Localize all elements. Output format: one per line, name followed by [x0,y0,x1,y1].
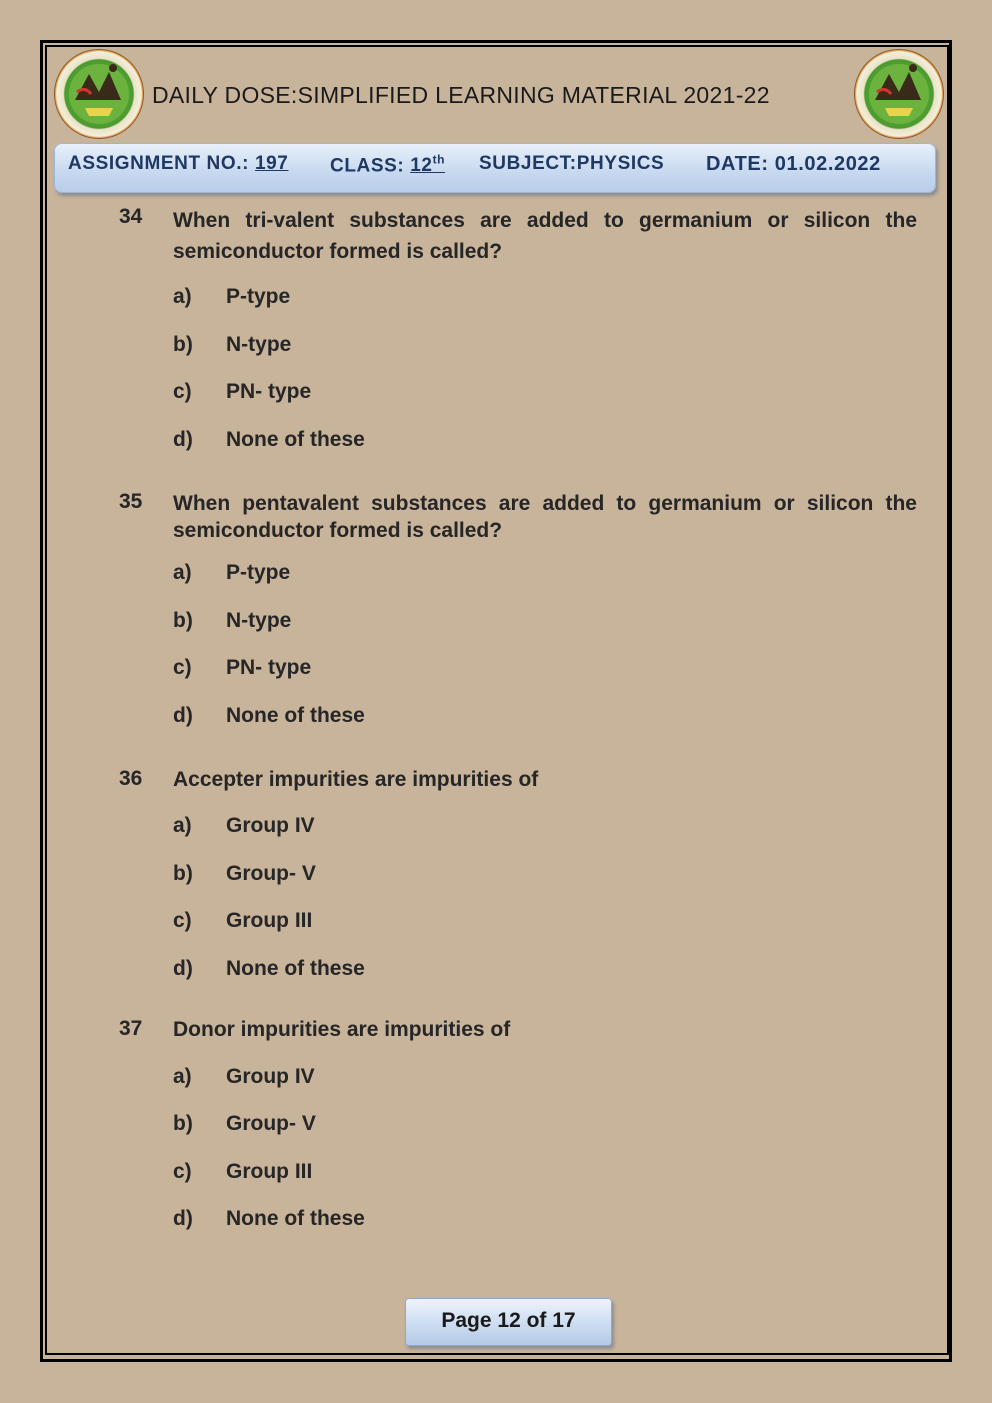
question-number: 37 [119,1017,143,1040]
date-info: DATE: 01.02.2022 [706,153,881,175]
assignment-number: 197 [254,153,289,174]
class-info [330,153,445,177]
class-value: 12th [410,153,446,177]
school-logo-right [855,50,943,138]
assignment-info [68,153,288,175]
question-text: When tri-valent substances are added to germanium or silicon the semiconductor formed is called? [173,209,917,263]
question-text: When pentavalent substances are added to germanium or silicon the semiconductor formed is called? [173,492,917,542]
page-title: DAILY DOSE:SIMPLIFIED LEARNING MATERIAL 2021-22 [152,82,770,108]
runner-emblem-icon [55,50,143,138]
question-text: Donor impurities are impurities of [173,1018,511,1041]
question-number: 35 [119,490,143,513]
assignment-banner [54,143,936,193]
class-label: CLASS: [330,155,405,177]
school-logo-left [55,50,143,138]
question-text: Accepter impurities are impurities of [173,768,539,791]
assignment-label: ASSIGNMENT NO.: [68,153,250,174]
question-number: 34 [119,205,143,228]
question-number: 36 [119,767,143,790]
subject-info: SUBJECT:PHYSICS [479,153,665,174]
page-number: Page 12 of 17 [405,1298,612,1346]
runner-emblem-icon [855,50,943,138]
